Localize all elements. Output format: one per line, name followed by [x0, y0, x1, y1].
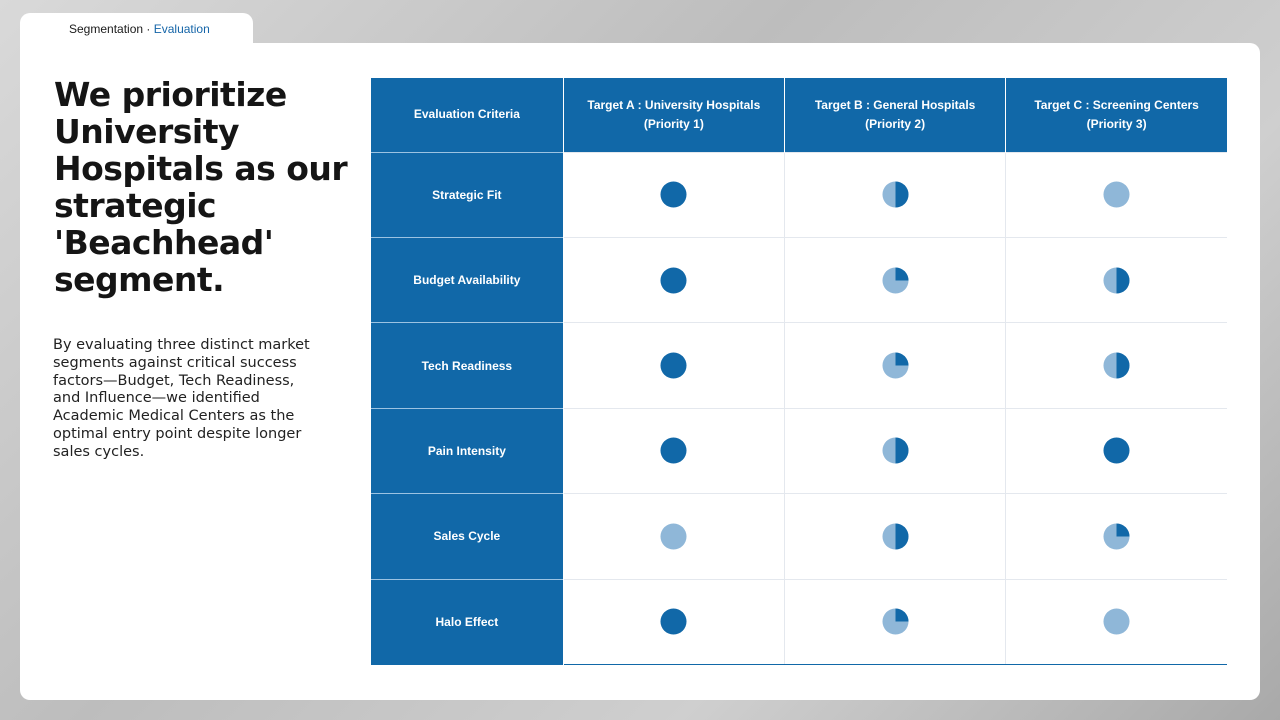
target-a-name: Target A : University Hospitals	[587, 97, 761, 112]
table-row	[371, 152, 1227, 237]
table-row	[371, 408, 1227, 493]
target-c-header	[1006, 78, 1227, 152]
rating-cell	[784, 152, 1005, 237]
criterion-label: Pain Intensity	[371, 408, 563, 493]
rating-cell	[563, 323, 784, 408]
harvey-ball-icon	[660, 437, 687, 464]
harvey-ball-icon	[882, 608, 909, 635]
harvey-ball-icon	[1103, 181, 1130, 208]
table-row	[371, 494, 1227, 579]
table-row	[371, 579, 1227, 664]
criterion-label: Sales Cycle	[371, 494, 563, 579]
target-c-name: Target C : Screening Centers	[1034, 97, 1199, 112]
harvey-ball-icon	[882, 181, 909, 208]
target-a-header	[563, 78, 784, 152]
rating-cell	[563, 408, 784, 493]
harvey-ball-icon	[660, 608, 687, 635]
criterion-label: Halo Effect	[371, 579, 563, 664]
rating-cell	[1006, 237, 1227, 322]
target-a-priority: (Priority 1)	[643, 116, 704, 131]
target-b-header	[784, 78, 1005, 152]
breadcrumb-current: Evaluation	[153, 22, 210, 36]
harvey-ball-icon	[1103, 437, 1130, 464]
rating-cell	[784, 237, 1005, 322]
rating-cell	[784, 408, 1005, 493]
harvey-ball-icon	[660, 267, 687, 294]
rating-cell	[563, 237, 784, 322]
harvey-ball-icon	[882, 523, 909, 550]
harvey-ball-icon	[1103, 523, 1130, 550]
criteria-header: Evaluation Criteria	[371, 78, 563, 152]
rating-cell	[563, 494, 784, 579]
target-c-priority: (Priority 3)	[1086, 116, 1147, 131]
target-b-name: Target B : General Hospitals	[814, 97, 976, 112]
breadcrumb	[20, 13, 253, 47]
table-row	[371, 323, 1227, 408]
harvey-ball-icon	[1103, 608, 1130, 635]
harvey-ball-icon	[1103, 352, 1130, 379]
rating-cell	[563, 579, 784, 664]
breadcrumb-section[interactable]: Segmentation	[69, 22, 144, 36]
rating-cell	[784, 579, 1005, 664]
rating-cell	[784, 494, 1005, 579]
harvey-ball-icon	[882, 352, 909, 379]
header-row	[371, 78, 1227, 152]
evaluation-matrix	[371, 78, 1227, 665]
rating-cell	[1006, 494, 1227, 579]
harvey-ball-icon	[882, 267, 909, 294]
rating-cell	[784, 323, 1005, 408]
harvey-ball-icon	[660, 352, 687, 379]
rating-cell	[1006, 579, 1227, 664]
harvey-ball-icon	[660, 181, 687, 208]
criterion-label: Budget Availability	[371, 237, 563, 322]
rating-cell	[1006, 152, 1227, 237]
summary-text: By evaluating three distinct market segments against critical success factors—Budget, Tech Readiness, and Influence—we identified Academic Medical Centers as the optimal entry point despite longer sales cycles.	[53, 337, 310, 460]
criterion-label: Tech Readiness	[371, 323, 563, 408]
criterion-label: Strategic Fit	[371, 152, 563, 237]
page-title: We prioritize University Hospitals as our strategic 'Beachhead' segment.	[54, 75, 348, 299]
target-b-priority: (Priority 2)	[865, 116, 926, 131]
rating-cell	[1006, 323, 1227, 408]
rating-cell	[563, 152, 784, 237]
table-row	[371, 237, 1227, 322]
breadcrumb-separator: ·	[143, 22, 154, 36]
harvey-ball-icon	[1103, 267, 1130, 294]
rating-cell	[1006, 408, 1227, 493]
harvey-ball-icon	[882, 437, 909, 464]
harvey-ball-icon	[660, 523, 687, 550]
